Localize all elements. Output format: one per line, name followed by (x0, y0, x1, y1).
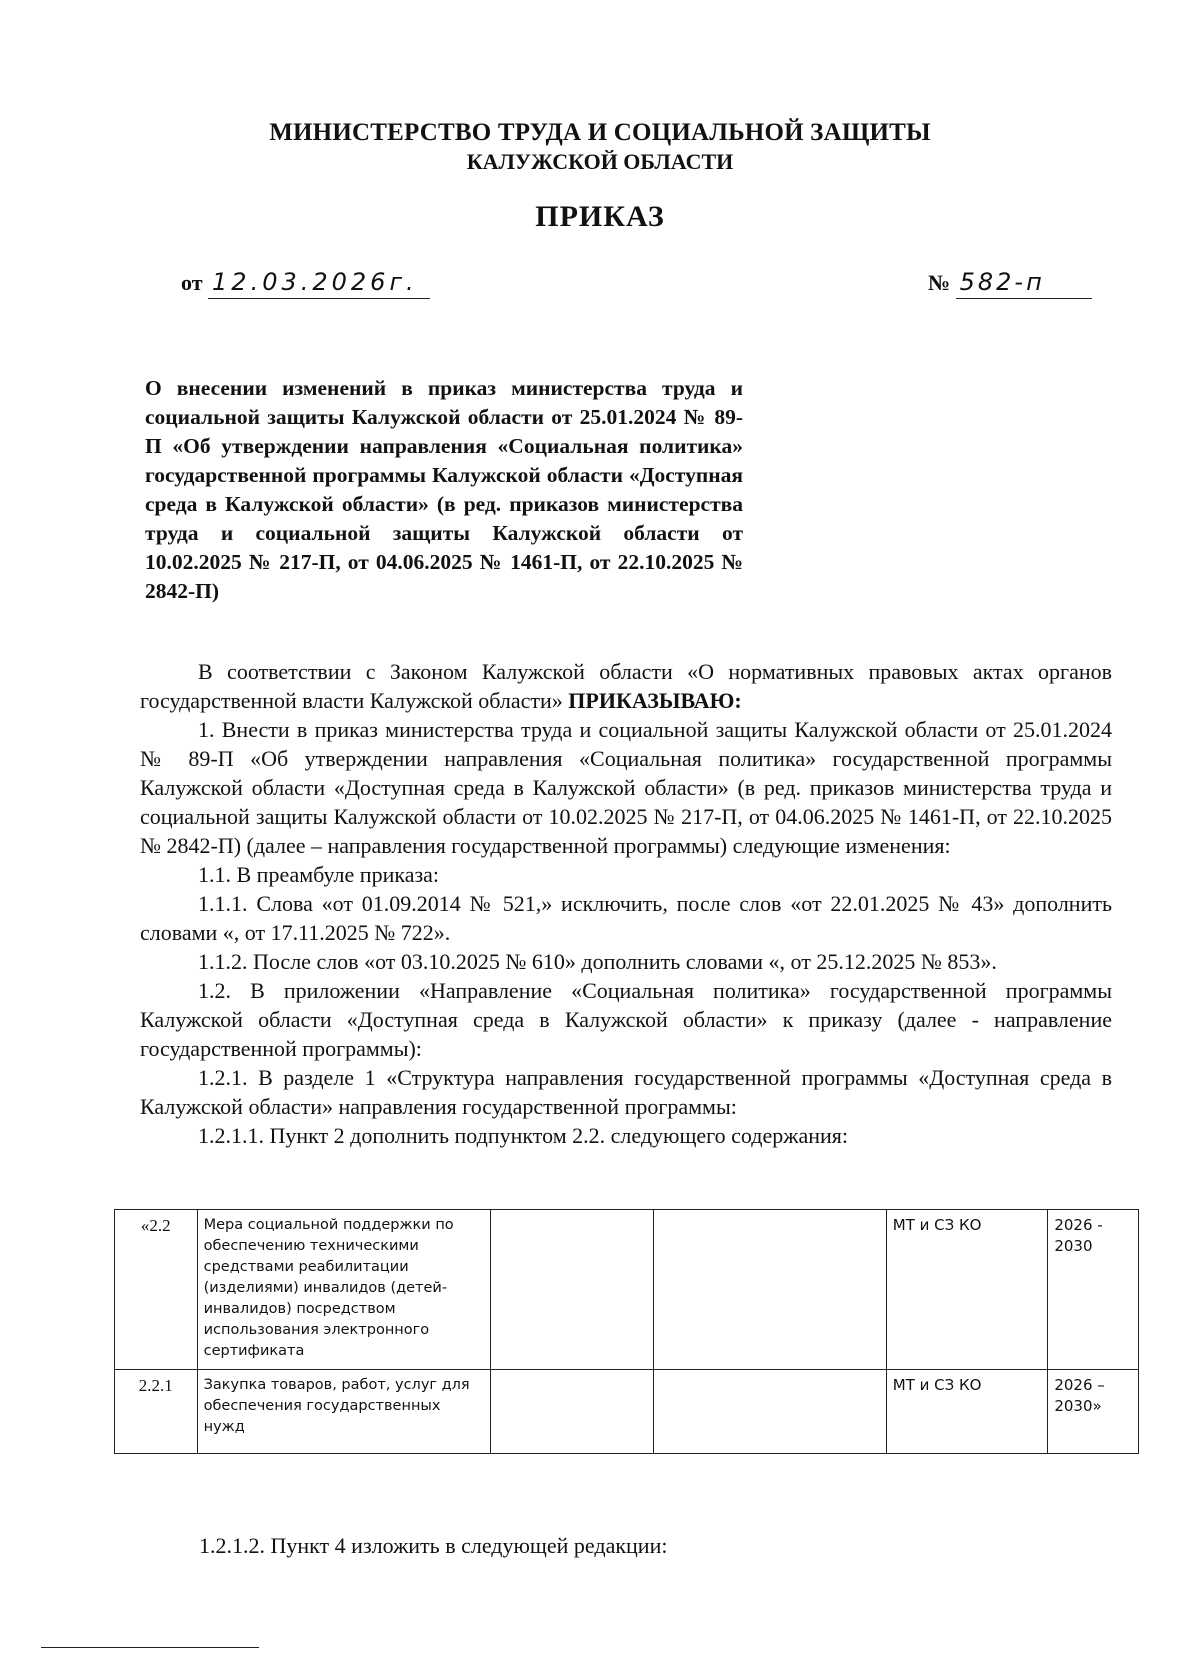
number-row (928, 268, 1092, 299)
table-cell-executor: МТ и СЗ КО (886, 1210, 1048, 1370)
order-body (140, 657, 1112, 1150)
order-subject: О внесении изменений в приказ министерства труда и социальной защиты Калужской области от 25.01.2024 № 89-П «Об утверждении направления «Социальная политика» государственной программы Калужской области «Доступная среда в Калужской области» (в ред. приказов министерства труда и социальной защиты Калужской области от 10.02.2025 № 217-П, от 04.06.2025 № 1461-П, от 22.10.2025 № 2842-П) (145, 376, 743, 603)
document-type-title: ПРИКАЗ (535, 200, 665, 233)
table-cell-empty (490, 1210, 653, 1370)
body-paragraph: 1.2.1. В разделе 1 «Структура направления государственной программы «Доступная среда в Калужской области» направления государственной программы: (140, 1065, 1112, 1119)
table-row (115, 1370, 1139, 1454)
table-cell-name: Мера социальной поддержки по обеспечению техническими средствами реабилитации (изделиями) инвалидов (детей-инвалидов) посредством использования электронного сертификата (197, 1210, 490, 1370)
preamble-text: В соответствии с Законом Калужской области «О нормативных правовых актах органов государственной власти Калужской области» (140, 659, 1112, 713)
table-cell-empty (490, 1370, 653, 1454)
body-paragraph: 1.1.2. После слов «от 03.10.2025 № 610» дополнить словами «, от 25.12.2025 № 853». (198, 949, 997, 974)
body-paragraph: 1. Внести в приказ министерства труда и социальной защиты Калужской области от 25.01.2024 № 89-П «Об утверждении направления «Социальная политика» государственной программы Калужской области «Доступная среда в Калужской области» (в ред. приказов министерства труда и социальной защиты Калужской области от 10.02.2025 № 217-П, от 04.06.2025 № 1461-П, от 22.10.2025 № 2842-П) (далее – направления государственной программы) следующие изменения: (140, 717, 1112, 858)
table-cell-number: «2.2 (115, 1210, 198, 1370)
after-table-paragraph: 1.2.1.2. Пункт 4 изложить в следующей редакции: (199, 1533, 668, 1558)
body-paragraph: 1.2.1.1. Пункт 2 дополнить подпунктом 2.2. следующего содержания: (198, 1123, 848, 1148)
ministry-line-1: МИНИСТЕРСТВО ТРУДА И СОЦИАЛЬНОЙ ЗАЩИТЫ (269, 119, 931, 146)
body-paragraph: 1.2. В приложении «Направление «Социальная политика» государственной программы Калужской области «Доступная среда в Калужской области» к приказу (далее - направление государственной программы): (140, 978, 1112, 1061)
table-cell-period: 2026 – 2030» (1048, 1370, 1139, 1454)
date-row (181, 268, 430, 299)
amendment-table (114, 1209, 1139, 1454)
table-cell-number: 2.2.1 (115, 1370, 198, 1454)
number-handwritten: 582-п (956, 268, 1092, 299)
table-cell-empty (654, 1370, 887, 1454)
table-cell-period: 2026 - 2030 (1048, 1210, 1139, 1370)
body-paragraph (140, 657, 1112, 715)
table-cell-empty (654, 1210, 887, 1370)
number-prefix: № (928, 270, 951, 295)
ministry-line-2: КАЛУЖСКОЙ ОБЛАСТИ (466, 149, 734, 174)
table-row (115, 1210, 1139, 1370)
date-handwritten: 12.03.2026г. (208, 268, 430, 299)
table-cell-executor: МТ и СЗ КО (886, 1370, 1048, 1454)
body-paragraph: 1.1. В преамбуле приказа: (198, 862, 440, 887)
date-prefix: от (181, 270, 203, 295)
table-cell-name: Закупка товаров, работ, услуг для обеспечения государственных нужд (197, 1370, 490, 1454)
footnote-separator (41, 1647, 259, 1648)
body-paragraph: 1.1.1. Слова «от 01.09.2014 № 521,» исключить, после слов «от 22.01.2025 № 43» дополнить словами «, от 17.11.2025 № 722». (140, 891, 1112, 945)
order-keyword: ПРИКАЗЫВАЮ: (568, 688, 742, 713)
